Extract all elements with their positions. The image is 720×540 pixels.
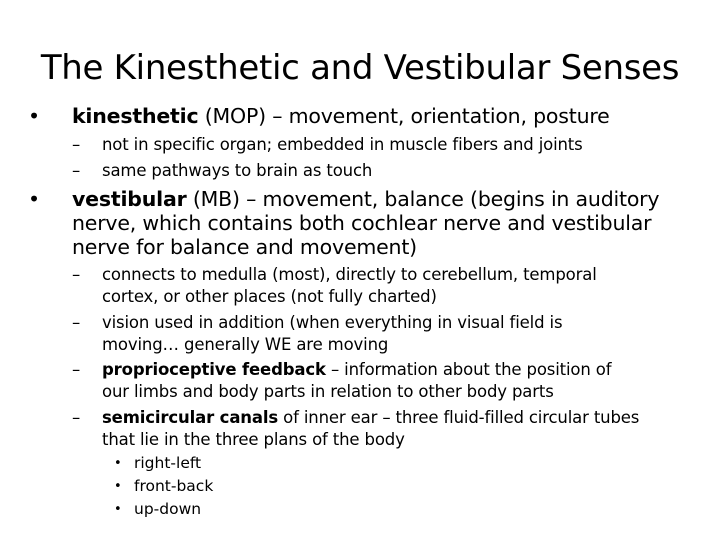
sub-sub-bullet [114, 498, 414, 521]
bullet-text-line: nerve for balance and movement) [72, 235, 417, 259]
sub-sub-bullet [114, 452, 414, 475]
sub-bullet-text: that lie in the three plans of the body [102, 430, 405, 449]
bullet-marker: • [114, 502, 122, 517]
bullet-vestibular [28, 187, 713, 259]
sub-bullet-text [102, 359, 611, 381]
sub-bullet [72, 264, 712, 308]
term-kinesthetic: kinesthetic [72, 104, 199, 128]
slide-title: The Kinesthetic and Vestibular Senses [40, 48, 680, 88]
bullet-text-line [72, 187, 659, 211]
sub-bullet [72, 312, 712, 356]
dash-marker: – [72, 265, 81, 284]
bullet-marker: • [114, 479, 122, 494]
sub-sub-bullet-text: front-back [134, 477, 214, 495]
kinesthetic-desc: (MOP) – movement, orientation, posture [198, 104, 610, 128]
dash-marker: – [72, 161, 81, 180]
sub-bullet-text: connects to medulla (most), directly to cerebellum, temporal [102, 265, 597, 284]
dash-marker: – [72, 408, 81, 427]
sub-bullet [72, 134, 712, 156]
sub-bullet [72, 359, 712, 403]
sub-bullet-text: our limbs and body parts in relation to other body parts [102, 382, 554, 401]
sub-bullet-text: vision used in addition (when everything in visual field is [102, 313, 563, 332]
sub-sub-bullet [114, 475, 414, 498]
sub-bullet [72, 407, 712, 451]
dash-marker: – [72, 313, 81, 332]
sub-bullet-text: not in specific organ; embedded in muscle fibers and joints [102, 135, 583, 154]
bullet-kinesthetic [28, 104, 708, 128]
sub-bullet [72, 160, 712, 182]
bullet-marker: • [114, 456, 122, 471]
sub-sub-bullet-text: right-left [134, 454, 202, 472]
dash-marker: – [72, 360, 81, 379]
dash-marker: – [72, 135, 81, 154]
bullet-marker: • [28, 104, 40, 128]
sub-bullet-text [102, 407, 639, 429]
bullet-marker: • [28, 187, 40, 211]
proprioceptive-desc: – information about the position of [325, 360, 612, 379]
term-semicircular-canals: semicircular canals [102, 408, 279, 427]
term-proprioceptive-feedback: proprioceptive feedback [102, 360, 326, 379]
term-vestibular: vestibular [72, 187, 187, 211]
sub-bullet-text: same pathways to brain as touch [102, 161, 373, 180]
vestibular-desc: (MB) – movement, balance (begins in auditory [186, 187, 660, 211]
sub-bullet-text: cortex, or other places (not fully charted) [102, 287, 437, 306]
bullet-text-line: nerve, which contains both cochlear nerve and vestibular [72, 211, 652, 235]
bullet-text [72, 104, 610, 128]
sub-sub-bullet-text: up-down [134, 500, 202, 518]
semicircular-desc: of inner ear – three fluid-filled circular tubes [278, 408, 640, 427]
sub-bullet-text: moving… generally WE are moving [102, 335, 389, 354]
